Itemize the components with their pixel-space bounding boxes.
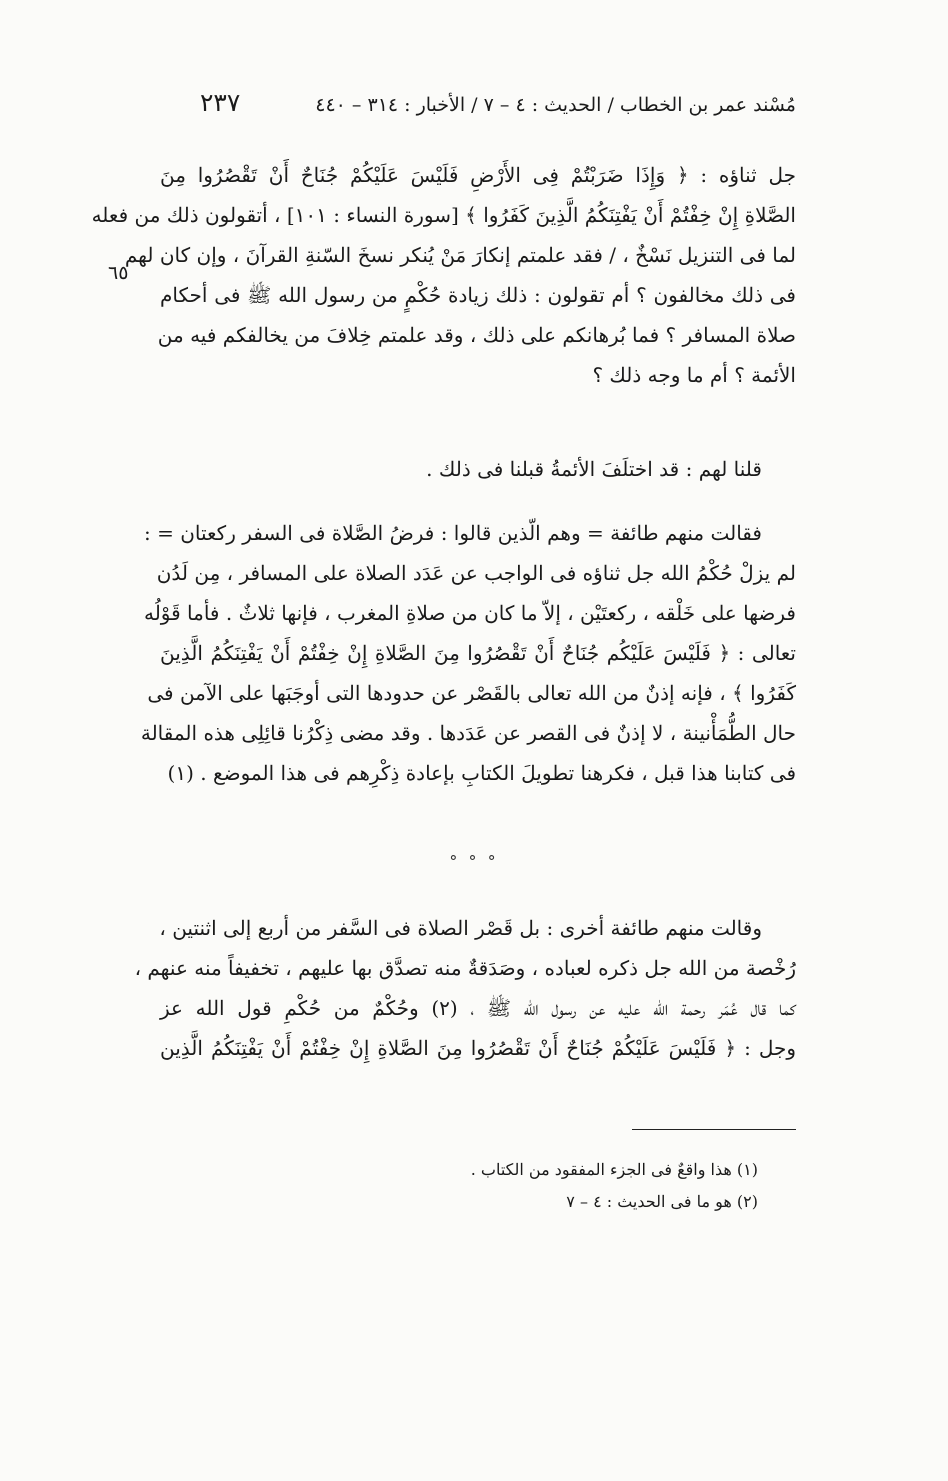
text-line: وجل : ﴿ فَلَيْسَ عَلَيْكُمْ جُنَاحٌ أَنْ تَقْصُرُوا مِنَ الصَّلاةِ إِنْ خِفْتُمْ أَنْ يَفْتِنَكُمُ الَّذِين <box>160 1036 796 1060</box>
text-line: صلاة المسافر ؟ فما بُرهانكم على ذلك ، وقد علمتم خِلافَ من يخالفكم فيه من <box>157 323 796 347</box>
footnotes <box>160 1154 758 1218</box>
paragraph <box>134 908 796 1068</box>
text-line: رُخْصة من الله جل ذكره لعباده ، وصَدَقةٌ منه تصدَّق بها عليهم ، تخفيفاً منه عنهم ، <box>134 956 796 980</box>
text-line: فى ذلك مخالفون ؟ أم تقولون : ذلك زيادة حُكْمٍ من رسول الله ﷺ فى أحكام <box>160 283 796 307</box>
text-line: فقالت منهم طائفة = وهم الّذين قالوا : فرضُ الصَّلاة فى السفر ركعتان = : <box>144 521 762 545</box>
page-number: ٢٣٧ <box>200 88 241 117</box>
text-line: جل ثناؤه : ﴿ وَإِذَا ضَرَبْتُمْ فِى الأَرْضِ فَلَيْسَ عَلَيْكُمْ جُنَاحٌ أَنْ تَقْصُرُوا مِنَ <box>160 163 796 187</box>
text-line: وقالت منهم طائفة أخرى : بل قَصْر الصلاة فى السَّفر من أربع إلى اثنتين ، <box>159 916 762 940</box>
text-line: لما فى التنزيل نَسْخٌ ، / فقد علمتم إنكارَ مَنْ يُنكر نسخَ السّنةِ القرآنَ ، وإن كان لهم <box>124 243 796 267</box>
running-title: مُسْند عمر بن الخطاب / الحديث : ٤ – ٧ / الأخبار : ٣١٤ – ٤٤٠ <box>315 94 796 116</box>
footnote: (١) هذا واقعٌ فى الجزء المفقود من الكتاب . <box>470 1160 758 1179</box>
text-line: فى كتابنا هذا قبل ، فكرهنا تطويلَ الكتابِ بإعادة ذِكْرِهم فى هذا الموضع . (١) <box>167 761 796 785</box>
text-line: حال الطُّمَأْنينة ، لا إذنٌ فى القصر عن عَدَدها . وقد مضى ذِكْرُنا قائِلِى هذه المقالة <box>140 721 796 745</box>
footnote-rule <box>632 1129 796 1130</box>
paragraph <box>140 513 796 793</box>
margin-line-number: ٦٥ <box>108 262 129 284</box>
text-line: كَفَرُوا ﴾ ، فإنه إذنٌ من الله تعالى بالقَصْر عن حدودها التى أوجَبَها على الآمن فى <box>147 681 796 705</box>
footnote: (٢) هو ما فى الحديث : ٤ – ٧ <box>566 1192 758 1211</box>
text-line: تعالى : ﴿ فَلَيْسَ عَلَيْكُم جُنَاحٌ أَنْ تَقْصُرُوا مِنَ الصَّلاةِ إِنْ خِفْتُمْ أَنْ يَفْتِنَكُمُ الَّذِينَ <box>160 641 796 665</box>
text-line: الأئمة ؟ أم ما وجه ذلك ؟ <box>592 363 796 387</box>
text-line: الصَّلاةِ إِنْ خِفْتُمْ أَنْ يَفْتِنَكُمُ الَّذِينَ كَفَرُوا ﴾ [سورة النساء : ١٠١] ، أتقولون ذلك من فعله <box>91 203 796 227</box>
section-separator: ° ° ° <box>449 852 499 871</box>
text-line: لم يزلْ حُكْمُ الله جل ثناؤه فى الواجب عن عَدَد الصلاة على المسافر ، مِن لَدُن <box>156 561 796 585</box>
text-line: فرضها على خَلْقه ، ركعتَيْن ، إلاّ ما كان من صلاةِ المغرب ، فإنها ثلاثٌ . فأما قَوْلُه <box>143 601 796 625</box>
page-header <box>160 88 796 128</box>
text-line: قلنا لهم : قد اختلَفَ الأئمةُ قبلنا فى ذلك . <box>426 457 762 481</box>
text-line: كما قال عُمَر رحمة الله عليه عن رسول الله ﷺ ، (٢) وحُكْمٌ من حُكْمِ قول الله عز <box>160 996 796 1020</box>
paragraph <box>160 449 796 489</box>
